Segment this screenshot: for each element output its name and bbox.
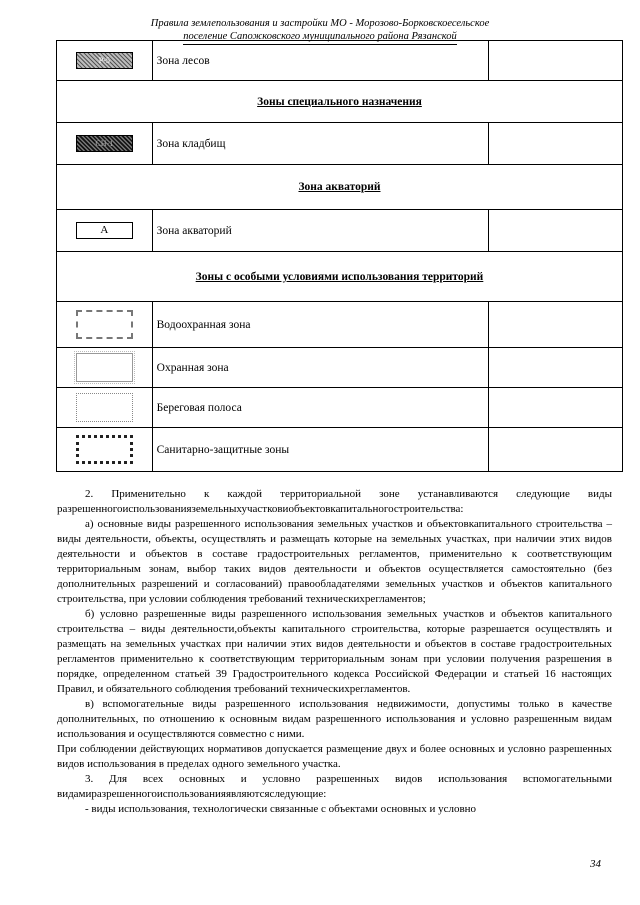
legend-empty-cell [489, 428, 623, 472]
legend-label: Зона акваторий [152, 210, 489, 252]
legend-empty-cell [489, 302, 623, 348]
section-heading-special-conditions: Зоны с особыми условиями использования территорий [57, 252, 623, 302]
paragraph: 2. Применительно к каждой территориальной зоне устанавливаются следующие виды разрешенногоиспользованияземельныхучастковиобъектовкапитальногостроительства: [57, 488, 612, 515]
legend-label: Зона лесов [152, 41, 489, 81]
legend-section-row [57, 165, 623, 210]
paragraph: в) вспомогательные виды разрешенного использования недвижимости, допустимы только в качестве дополнительных, по отношению к основным видам разрешенного использования и условно разрешенным видам использования и осуществляются совместно с ними. [57, 698, 612, 740]
legend-symbol-cell [57, 210, 153, 252]
legend-row-water [57, 210, 623, 252]
paragraph: а) основные виды разрешенного использования земельных участков и объектовкапитального строительства – виды деятельности, объекты, осуществлять и размещать которые на земельных участках, при наличии этих видов деятельности и объектов в составе градостроительных регламентов, применительно к соответствующим территориальным зонам, выбор таких видов деятельности и объектов осуществляется самостоятельно (без дополнительных разрешений и согласований) правообладателями земельных участков и объектов капитального строительства, при условии соблюдения требований техническихрегламентов; [57, 518, 612, 605]
legend-row-forest [57, 41, 623, 81]
legend-section-row [57, 252, 623, 302]
legend-label: Зона кладбищ [152, 123, 489, 165]
legend-label: Санитарно-защитные зоны [152, 428, 489, 472]
paragraph: - виды использования, технологически связанные с объектами основных и условно [85, 803, 477, 815]
legend-empty-cell [489, 41, 623, 81]
legend-row-cemetery [57, 123, 623, 165]
legend-section-row [57, 81, 623, 123]
legend-symbol-cell [57, 123, 153, 165]
legend-empty-cell [489, 123, 623, 165]
legend-row-protection [57, 348, 623, 388]
water-zone-symbol: А [76, 222, 133, 239]
sanitary-zone-symbol [76, 435, 133, 464]
section-heading-water: Зона акваторий [57, 165, 623, 210]
paragraph: При соблюдении действующих нормативов допускается размещение двух и более основных и условно разрешенных видов использования в пределах одного земельного участка. [57, 743, 612, 770]
legend-label: Водоохранная зона [152, 302, 489, 348]
legend-empty-cell [489, 210, 623, 252]
forest-zone-symbol: Р-5 [76, 52, 133, 69]
legend-symbol-cell [57, 348, 153, 388]
paragraph: б) условно разрешенные виды разрешенного использования земельных участков и объектов капитального строительства – виды деятельности,объекты капитального строительства, которые разрешается осуществлять и размещать на земельных участках при наличии этих видов деятельности и объектов в составе градостроительных регламентов применительно к соответствующим территориальным зонам при условии получения разрешения в порядке, определенном статьей 39 Градостроительного кодекса Российской Федерации и статьей 16 настоящих Правил, и обязательного соблюдения требований техническихрегламентов. [57, 608, 612, 695]
header-line-2: поселение Сапожковского муниципального района Рязанской [183, 30, 457, 45]
coastal-strip-symbol [76, 393, 133, 422]
legend-row-water-protection [57, 302, 623, 348]
legend-symbol-cell [57, 388, 153, 428]
legend-empty-cell [489, 348, 623, 388]
protection-zone-symbol [76, 353, 133, 382]
legend-label: Береговая полоса [152, 388, 489, 428]
water-protection-zone-symbol [76, 310, 133, 339]
legend-symbol-cell [57, 428, 153, 472]
paragraph: 3. Для всех основных и условно разрешенных видов использования вспомогательными видамиразрешенногоиспользованияявляютсяследующие: [57, 773, 612, 800]
legend-row-sanitary [57, 428, 623, 472]
legend-empty-cell [489, 388, 623, 428]
body-text [57, 487, 612, 817]
legend-symbol-cell [57, 41, 153, 81]
legend-label: Охранная зона [152, 348, 489, 388]
cemetery-zone-symbol: СН-1 [76, 135, 133, 152]
legend-symbol-cell [57, 302, 153, 348]
legend-row-coastal [57, 388, 623, 428]
page-number: 34 [590, 858, 601, 870]
header-line-1: Правила землепользования и застройки МО - Морозово-Борковскоесельское [150, 18, 490, 29]
section-heading-special: Зоны специального назначения [57, 81, 623, 123]
legend-table [56, 40, 623, 472]
